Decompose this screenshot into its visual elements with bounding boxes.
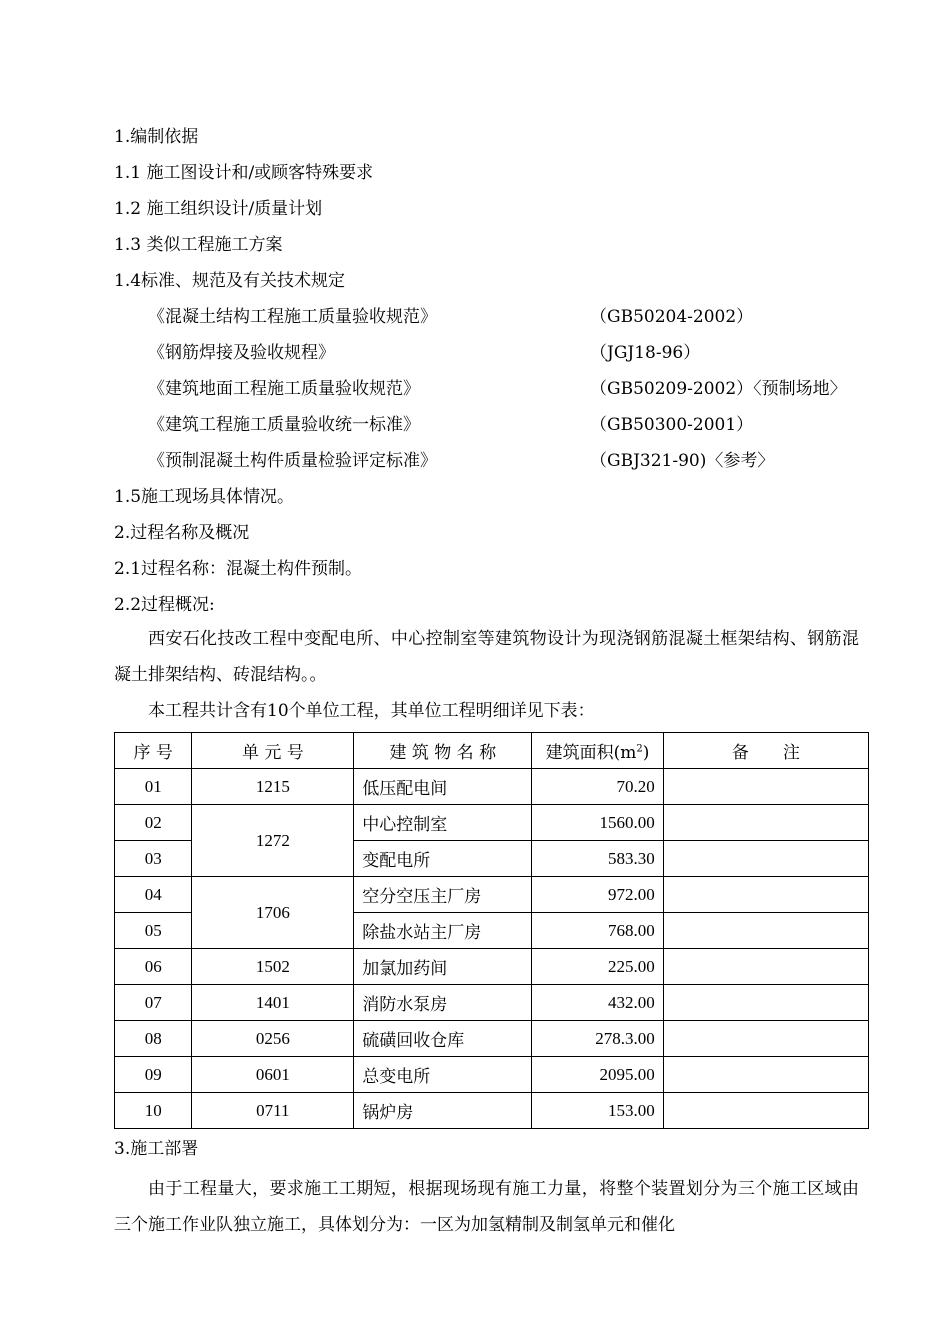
cell-seq: 01: [115, 769, 192, 805]
table-row: [115, 1021, 869, 1057]
cell-area: 432.00: [532, 985, 663, 1021]
standard-code: （GB50204-2002）: [590, 307, 754, 327]
deployment-paragraph: 由于工程量大，要求施工工期短，根据现场现有施工力量，将整个装置划分为三个施工区域由三个施工作业队独立施工，具体划分为：一区为加氢精制及制氢单元和催化: [114, 1179, 859, 1235]
cell-unit: 1706: [192, 877, 354, 949]
cell-remark: [663, 1093, 868, 1129]
cell-remark: [663, 949, 868, 985]
heading-2-2: 2.2过程概况:: [114, 595, 215, 615]
cell-unit: 1272: [192, 805, 354, 877]
cell-name: 变配电所: [354, 841, 532, 877]
cell-unit: 1215: [192, 769, 354, 805]
cell-area: 70.20: [532, 769, 663, 805]
heading-1: 1.编制依据: [114, 127, 199, 147]
standard-title: 《建筑工程施工质量验收统一标准》: [148, 415, 420, 435]
standard-code: （GB50209-2002）〈预制场地〉: [590, 379, 847, 399]
heading-1-1: 1.1 施工图设计和/或顾客特殊要求: [114, 163, 374, 183]
cell-seq: 07: [115, 985, 192, 1021]
cell-remark: [663, 805, 868, 841]
header-name: 建 筑 物 名 称: [354, 733, 532, 769]
table-row: [115, 1093, 869, 1129]
unit-project-table: [114, 732, 869, 1129]
cell-remark: [663, 1021, 868, 1057]
heading-1-2: 1.2 施工组织设计/质量计划: [114, 199, 323, 219]
cell-name: 除盐水站主厂房: [354, 913, 532, 949]
cell-seq: 04: [115, 877, 192, 913]
header-remark: 备 注: [663, 733, 868, 769]
heading-1-4: 1.4标准、规范及有关技术规定: [114, 271, 346, 291]
cell-remark: [663, 877, 868, 913]
heading-3: 3.施工部署: [114, 1139, 199, 1159]
table-row: [115, 1057, 869, 1093]
table-row: [115, 769, 869, 805]
heading-1-3: 1.3 类似工程施工方案: [114, 235, 283, 255]
standard-code: （JGJ18-96）: [590, 343, 701, 363]
cell-name: 总变电所: [354, 1057, 532, 1093]
cell-area: 2095.00: [532, 1057, 663, 1093]
cell-unit: 0711: [192, 1093, 354, 1129]
cell-seq: 08: [115, 1021, 192, 1057]
cell-name: 空分空压主厂房: [354, 877, 532, 913]
cell-area: 225.00: [532, 949, 663, 985]
header-unit: 单 元 号: [192, 733, 354, 769]
standard-title: 《预制混凝土构件质量检验评定标准》: [148, 451, 437, 471]
cell-name: 硫磺回收仓库: [354, 1021, 532, 1057]
heading-2-1: 2.1过程名称：混凝土构件预制。: [114, 559, 363, 579]
header-area-text: 建筑面积(m: [545, 743, 637, 763]
cell-remark: [663, 985, 868, 1021]
table-row: [115, 985, 869, 1021]
standard-title: 《建筑地面工程施工质量验收规范》: [148, 379, 420, 399]
cell-remark: [663, 1057, 868, 1093]
header-area-sup: 2: [636, 743, 643, 755]
header-seq: 序 号: [115, 733, 192, 769]
cell-seq: 05: [115, 913, 192, 949]
cell-area: 1560.00: [532, 805, 663, 841]
cell-remark: [663, 769, 868, 805]
cell-seq: 10: [115, 1093, 192, 1129]
cell-name: 加氯加药间: [354, 949, 532, 985]
header-area-close: ): [642, 743, 650, 763]
cell-unit: 1502: [192, 949, 354, 985]
cell-seq: 06: [115, 949, 192, 985]
cell-name: 中心控制室: [354, 805, 532, 841]
cell-remark: [663, 913, 868, 949]
cell-seq: 02: [115, 805, 192, 841]
cell-unit: 0601: [192, 1057, 354, 1093]
standard-code: （GBJ321-90)〈参考〉: [590, 451, 775, 471]
heading-2: 2.过程名称及概况: [114, 523, 250, 543]
standard-code: （GB50300-2001）: [590, 415, 754, 435]
table-header-row: [115, 733, 869, 769]
cell-unit: 0256: [192, 1021, 354, 1057]
cell-name: 消防水泵房: [354, 985, 532, 1021]
standard-title: 《混凝土结构工程施工质量验收规范》: [148, 307, 437, 327]
header-area: [532, 733, 663, 769]
table-row: [115, 805, 869, 841]
table-intro-paragraph: 本工程共计含有10个单位工程，其单位工程明细详见下表：: [148, 701, 595, 721]
cell-area: 768.00: [532, 913, 663, 949]
cell-area: 583.30: [532, 841, 663, 877]
cell-remark: [663, 841, 868, 877]
cell-area: 972.00: [532, 877, 663, 913]
cell-name: 低压配电间: [354, 769, 532, 805]
standard-title: 《钢筋焊接及验收规程》: [148, 343, 335, 363]
table-row: [115, 949, 869, 985]
cell-unit: 1401: [192, 985, 354, 1021]
heading-1-5: 1.5施工现场具体情况。: [114, 487, 295, 507]
cell-name: 锅炉房: [354, 1093, 532, 1129]
cell-area: 278.3.00: [532, 1021, 663, 1057]
cell-seq: 03: [115, 841, 192, 877]
cell-seq: 09: [115, 1057, 192, 1093]
overview-paragraph: 西安石化技改工程中变配电所、中心控制室等建筑物设计为现浇钢筋混凝土框架结构、钢筋混凝土排架结构、砖混结构。。: [114, 629, 859, 685]
cell-area: 153.00: [532, 1093, 663, 1129]
table-row: [115, 877, 869, 913]
